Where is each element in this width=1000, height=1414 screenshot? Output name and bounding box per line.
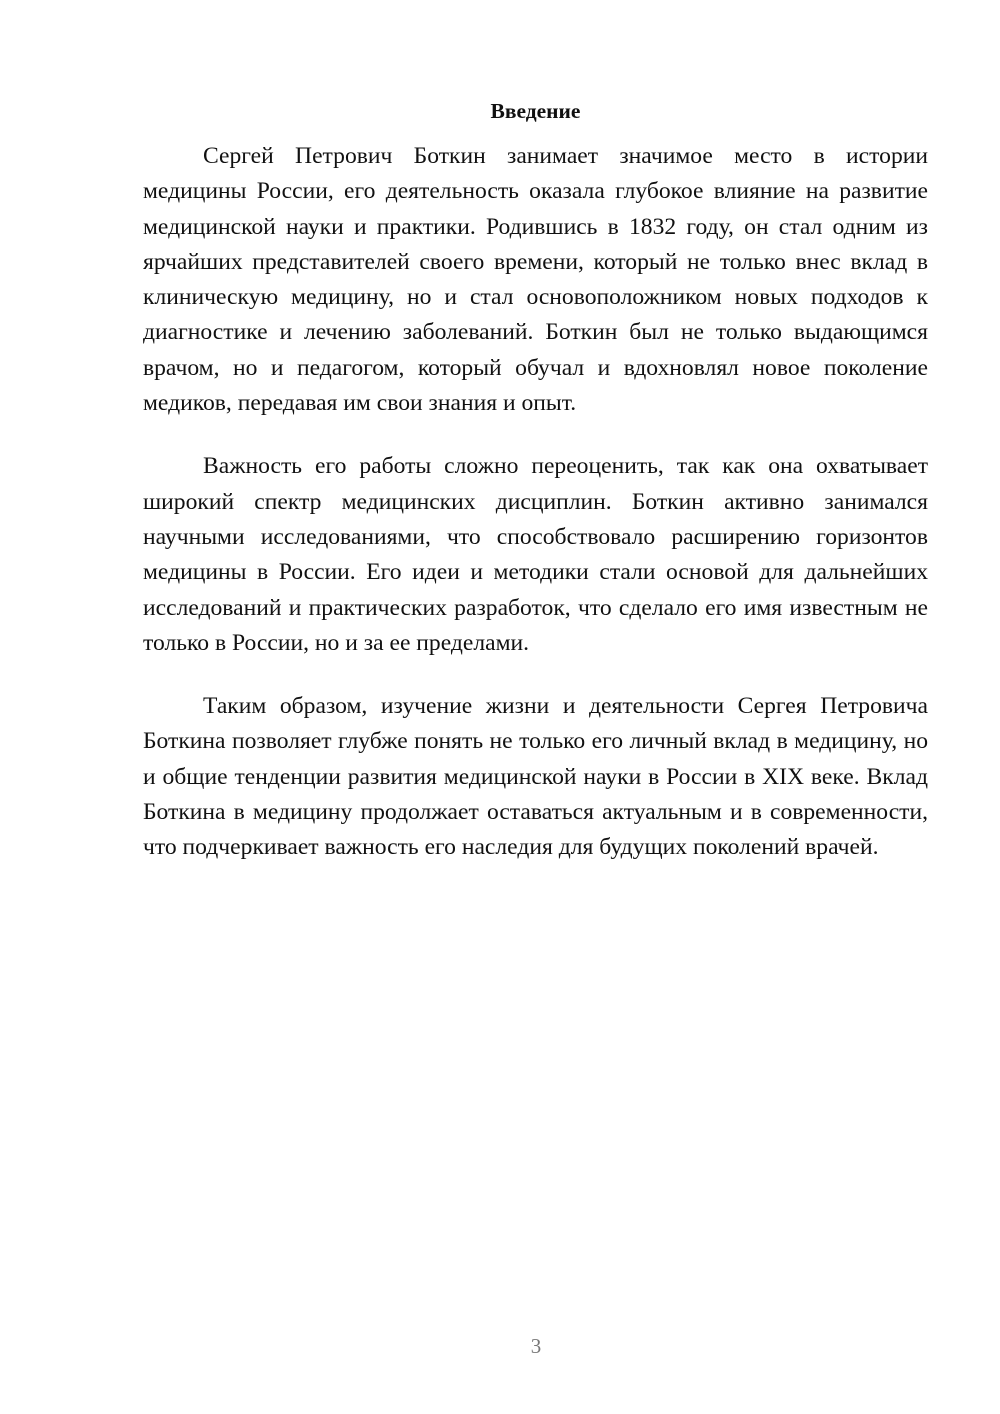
paragraph-1: Сергей Петрович Боткин занимает значимое место в истории медицины России, его деятельность оказала глубокое влияние на развитие медицинской науки и практики. Родившись в 1832 году, он стал одним из ярчайших представителей своего времени, который не только внес вклад в клиническую медицину, но и стал основоположником новых подходов к диагностике и лечению заболеваний. Боткин был не только выдающимся врачом, но и педагогом, который обучал и вдохновлял новое поколение медиков, передавая им свои знания и опыт. (143, 143, 928, 417)
section-heading: Введение (490, 99, 581, 123)
page-number: 3 (530, 1334, 542, 1358)
paragraph-3: Таким образом, изучение жизни и деятельности Сергея Петровича Боткина позволяет глубже понять не только его личный вклад в медицину, но и общие тенденции развития медицинской науки в России в XIX веке. Вклад Боткина в медицину продолжает оставаться актуальным и в современности, что подчеркивает важность его наследия для будущих поколений врачей. (143, 693, 928, 861)
paragraph-2: Важность его работы сложно переоценить, так как она охватывает широкий спектр медицинских дисциплин. Боткин активно занимался научными исследованиями, что способствовало расширению горизонтов медицины в России. Его идеи и методики стали основой для дальнейших исследований и практических разработок, что сделало его имя известным не только в России, но и за ее пределами. (143, 453, 928, 656)
page-content (143, 96, 928, 894)
